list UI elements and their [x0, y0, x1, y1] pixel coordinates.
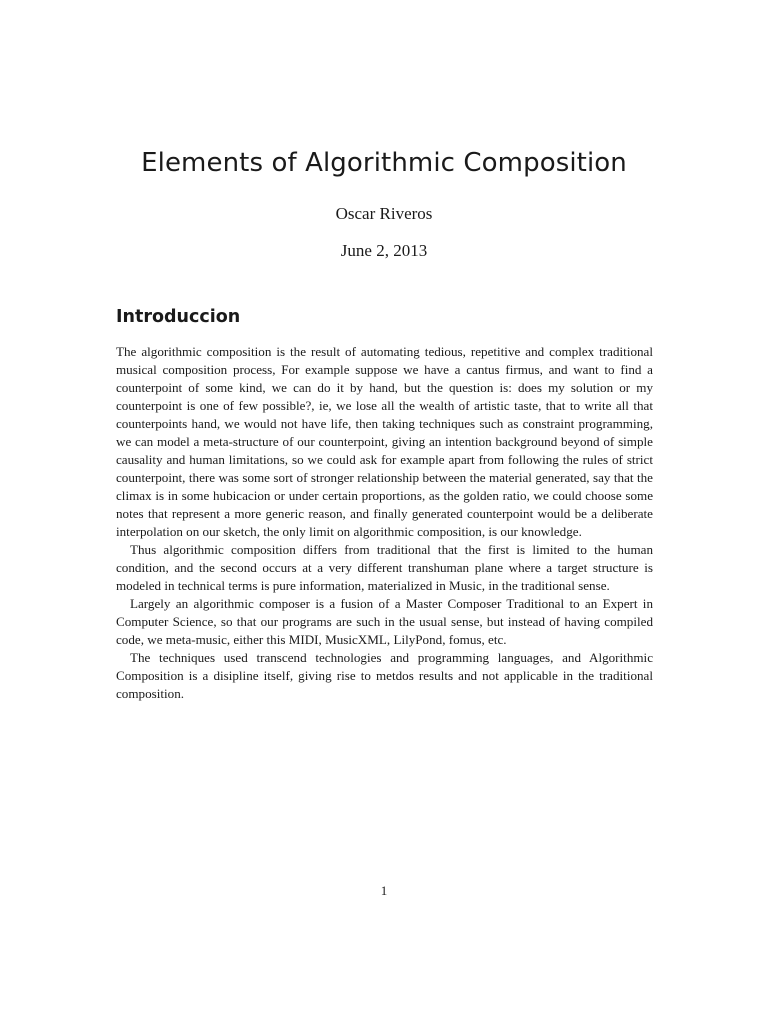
paragraph: The techniques used transcend technologies and programming languages, and Algorithmic Composition is a disipline itself, giving rise to metdos results and not applicable in the traditional composition.: [116, 650, 653, 701]
section-heading: Introduccion: [116, 307, 241, 327]
document-date: June 2, 2013: [340, 241, 428, 260]
document-author: Oscar Riveros: [335, 204, 433, 223]
section-body: [116, 343, 653, 703]
page-number: 1: [380, 883, 388, 898]
paragraph: Largely an algorithmic composer is a fusion of a Master Composer Traditional to an Expert in Computer Science, so that our programs are such in the usual sense, but instead of having compiled code, we meta-music, either this MIDI, MusicXML, LilyPond, fomus, etc.: [116, 596, 653, 647]
paragraph: The algorithmic composition is the result of automating tedious, repetitive and complex traditional musical composition process, For example suppose we have a cantus firmus, and want to find a counterpoint of some kind, we can do it by hand, but the question is: does my solution or my counterpoint is one of few possible?, ie, we lose all the wealth of artistic taste, that to write all that counterpoints hand, we would not have life, then taking techniques such as constraint programming, we can model a meta-structure of our counterpoint, giving an intention background beyond of simple causality and human limitations, so we could ask for example apart from following the rules of strict counterpoint, there was some sort of stronger relationship between the material generated, say that the climax is in some hubicacion or under certain proportions, as the golden ratio, we could choose some notes that represent a more generic reason, and finally generated counterpoint would be a deliberate interpolation on our sketch, the only limit on algorithmic composition, is our knowledge.: [116, 344, 653, 539]
paragraph: Thus algorithmic composition differs from traditional that the first is limited to the human condition, and the second occurs at a very different transhuman plane where a target structure is modeled in technical terms is pure information, materialized in Music, in the traditional sense.: [116, 542, 653, 593]
document-title: Elements of Algorithmic Composition: [141, 148, 627, 178]
